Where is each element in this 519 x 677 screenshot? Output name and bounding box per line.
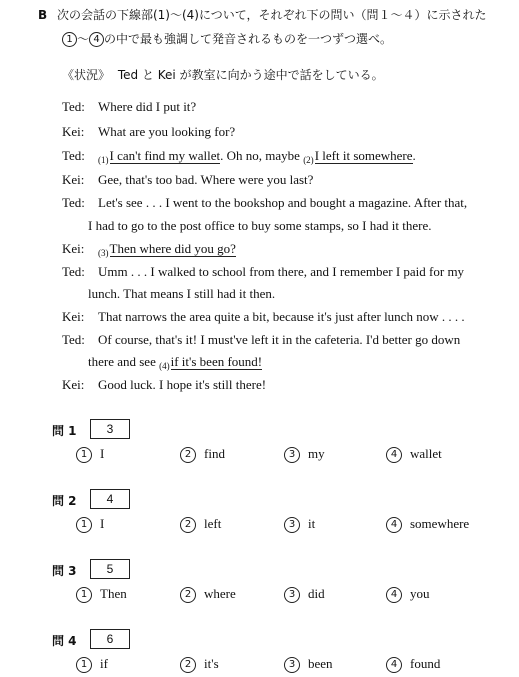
option-1[interactable] [76, 656, 108, 673]
option-1[interactable] [76, 446, 104, 463]
speaker: Ted: [62, 99, 85, 114]
dialogue-text: there and see [88, 354, 160, 369]
dialogue-text: That narrows the area quite a bit, because it's just after lunch now . . . . [98, 309, 465, 324]
option-2[interactable] [180, 446, 225, 463]
circled-number-icon: 3 [284, 587, 300, 603]
situation-text: Ted と Kei が教室に向かう途中で話をしている。 [117, 68, 384, 82]
dialogue-continuation: lunch. That means I still had it then. [88, 286, 276, 301]
option-text: found [410, 656, 441, 671]
option-text: I [100, 516, 105, 531]
dialogue-line [62, 264, 464, 280]
option-text: find [204, 446, 225, 461]
instruction-line-1 [38, 6, 487, 23]
circled-number-icon: 2 [180, 587, 196, 603]
option-text: my [308, 446, 325, 461]
answer-box[interactable]: 3 [90, 419, 130, 439]
speaker: Kei: [62, 241, 85, 256]
option-2[interactable] [180, 516, 221, 533]
dialogue-line [62, 99, 196, 115]
circled-number-icon: 2 [180, 517, 196, 533]
option-text: it's [204, 656, 219, 671]
option-text: I [100, 446, 105, 461]
circled-number-icon: 1 [76, 587, 92, 603]
option-3[interactable] [284, 586, 325, 603]
circled-number-icon: 2 [180, 657, 196, 673]
option-text: Then [100, 586, 127, 601]
speaker: Kei: [62, 377, 85, 392]
option-1[interactable] [76, 586, 127, 603]
underline-number: (1) [98, 155, 109, 165]
option-3[interactable] [284, 446, 325, 463]
option-text: wallet [410, 446, 442, 461]
speaker: Ted: [62, 195, 85, 210]
dialogue-line [62, 309, 465, 325]
underline-number: (4) [159, 361, 170, 371]
option-2[interactable] [180, 586, 236, 603]
option-2[interactable] [180, 656, 219, 673]
circled-number-icon: 2 [180, 447, 196, 463]
dialogue-line [62, 377, 266, 393]
option-1[interactable] [76, 516, 104, 533]
question-label: 問 1 [52, 424, 77, 438]
answer-box[interactable]: 4 [90, 489, 130, 509]
circled-number-icon: 3 [284, 657, 300, 673]
dialogue-line [62, 332, 460, 348]
dialogue-continuation: I had to go to the post office to buy some stamps, so I had it there. [88, 218, 432, 233]
dialogue-text: Let's see . . . I went to the bookshop and bought a magazine. After that, [98, 195, 468, 210]
option-text: if [100, 656, 108, 671]
option-text: did [308, 586, 325, 601]
underline-number: (2) [303, 155, 314, 165]
dialogue-line [62, 172, 313, 188]
dialogue-line [62, 195, 467, 211]
option-text: you [410, 586, 430, 601]
instruction-text-1: 次の会話の下線部(1)〜(4)について，それぞれ下の問い（問１〜４）に示された [56, 8, 487, 22]
speaker: Kei: [62, 172, 85, 187]
option-text: it [308, 516, 316, 531]
question-label: 問 3 [52, 564, 77, 578]
speaker: Ted: [62, 148, 85, 163]
option-4[interactable] [386, 656, 440, 673]
dialogue-line [62, 124, 235, 140]
question-label: 問 2 [52, 494, 77, 508]
instruction-line-2 [62, 30, 392, 47]
answer-box[interactable]: 5 [90, 559, 130, 579]
answer-box[interactable]: 6 [90, 629, 130, 649]
underlined-phrase-2: I left it somewhere [314, 148, 413, 163]
dialogue-text: Where did I put it? [98, 99, 197, 114]
underlined-phrase-4: if it's been found! [170, 354, 263, 369]
option-3[interactable] [284, 516, 315, 533]
option-4[interactable] [386, 516, 469, 533]
dialogue-text: Good luck. I hope it's still there! [98, 377, 267, 392]
question-label: 問 4 [52, 634, 77, 648]
speaker: Kei: [62, 309, 85, 324]
circled-number-icon: 1 [76, 657, 92, 673]
circled-number-icon: 4 [89, 32, 104, 47]
situation-label: 《状況》 [62, 68, 111, 82]
underline-number: (3) [98, 248, 109, 258]
option-text: somewhere [410, 516, 470, 531]
dialogue-text: What are you looking for? [98, 124, 236, 139]
speaker: Ted: [62, 332, 85, 347]
dialogue-text: Of course, that's it! I must've left it in the cafeteria. I'd better go down [98, 332, 461, 347]
section-letter: B [38, 8, 48, 22]
dialogue-text: Gee, that's too bad. Where were you last? [98, 172, 314, 187]
dialogue-line [62, 241, 236, 257]
dialogue-line [62, 148, 416, 164]
circled-number-icon: 4 [386, 447, 402, 463]
underlined-phrase-1: I can't find my wallet [109, 148, 221, 163]
option-3[interactable] [284, 656, 333, 673]
circled-number-icon: 3 [284, 517, 300, 533]
circled-number-icon: 1 [76, 517, 92, 533]
situation [62, 66, 384, 83]
speaker: Kei: [62, 124, 85, 139]
dialogue-text: Umm . . . I walked to school from there, and I remember I paid for my [98, 264, 465, 279]
circled-number-icon: 4 [386, 657, 402, 673]
instruction-tilde: 〜 [77, 32, 90, 46]
option-4[interactable] [386, 586, 430, 603]
circled-number-icon: 4 [386, 517, 402, 533]
option-text: left [204, 516, 222, 531]
circled-number-icon: 3 [284, 447, 300, 463]
dialogue-text: . Oh no, maybe [220, 148, 304, 163]
option-text: where [204, 586, 236, 601]
instruction-text-2: の中で最も強調して発音されるものを一つずつ選べ。 [104, 32, 393, 46]
speaker: Ted: [62, 264, 85, 279]
underlined-phrase-3: Then where did you go? [109, 241, 236, 256]
circled-number-icon: 1 [76, 447, 92, 463]
option-4[interactable] [386, 446, 442, 463]
circled-number-icon: 4 [386, 587, 402, 603]
dialogue-continuation [88, 354, 262, 370]
circled-number-icon: 1 [62, 32, 77, 47]
option-text: been [308, 656, 333, 671]
dialogue-text: . [412, 148, 416, 163]
